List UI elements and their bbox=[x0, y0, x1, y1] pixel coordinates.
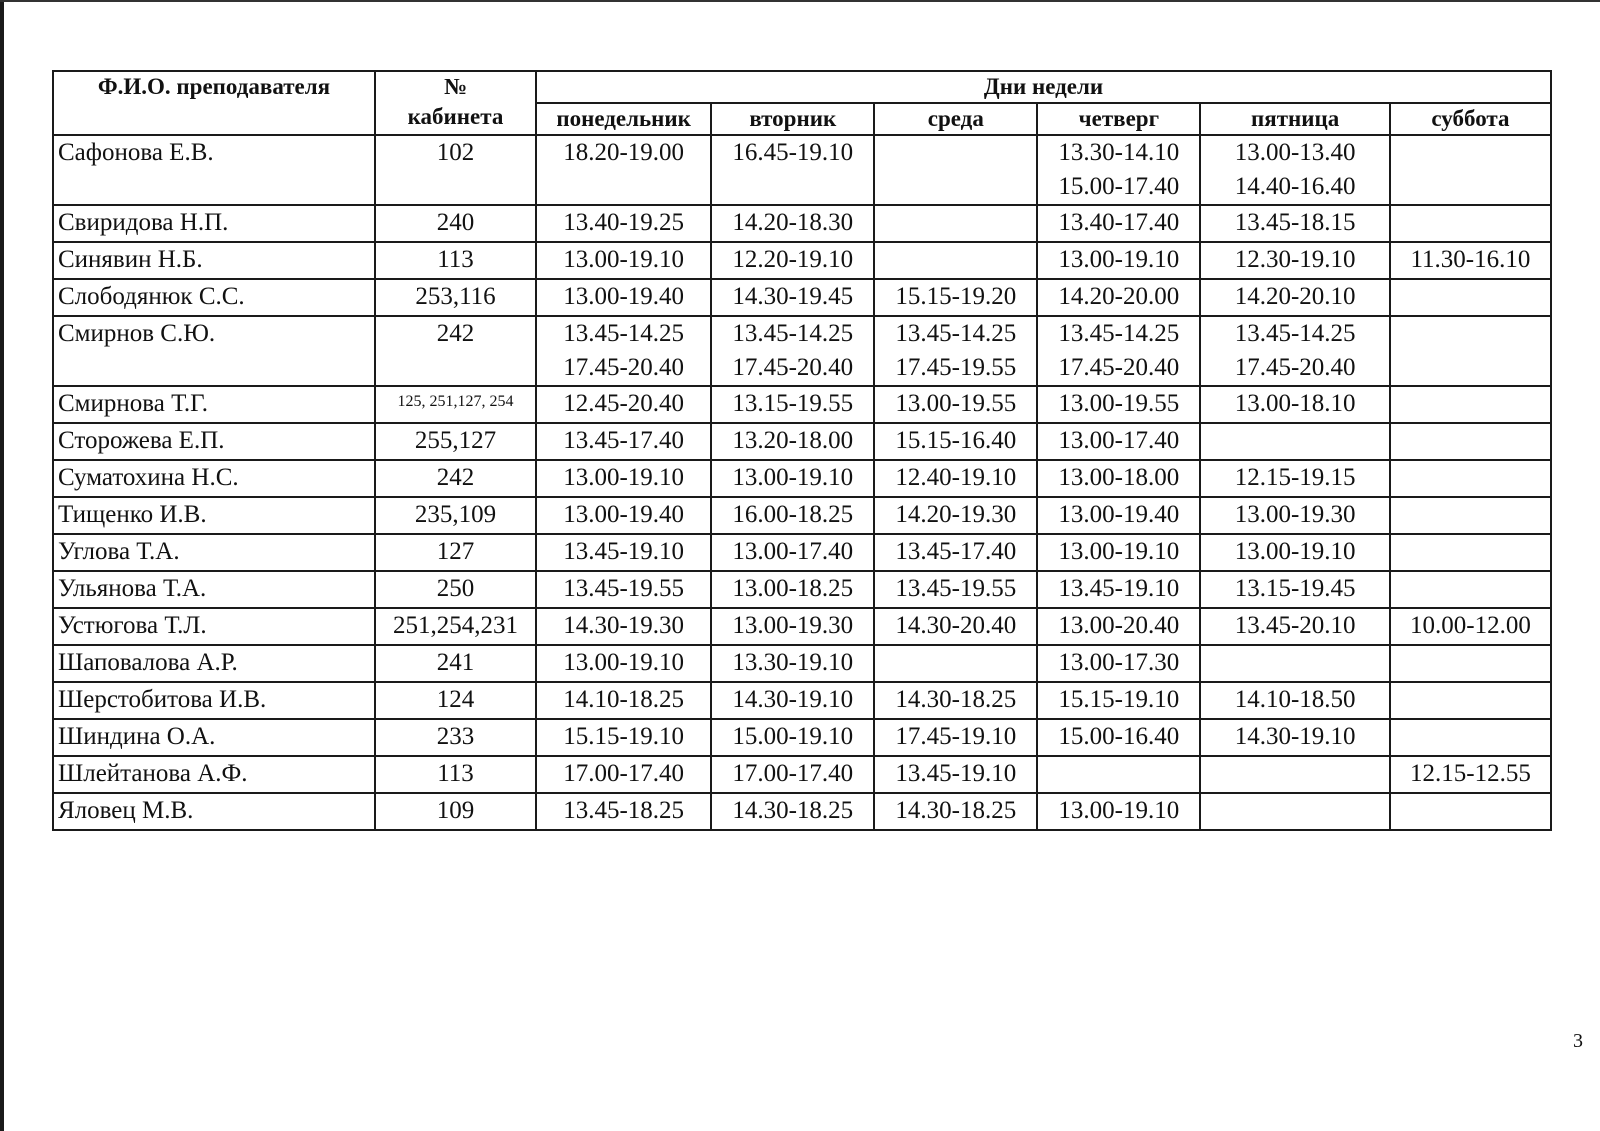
room-cell: 242 bbox=[375, 316, 536, 386]
scan-left-edge bbox=[0, 0, 4, 1131]
time-cell-tuesday bbox=[711, 571, 874, 608]
time-cell-monday bbox=[536, 279, 711, 316]
time-cell-friday bbox=[1200, 386, 1390, 423]
day-header-monday: понедельник bbox=[536, 103, 711, 135]
day-header-tuesday: вторник bbox=[711, 103, 874, 135]
time-cell-monday bbox=[536, 135, 711, 205]
time-range: 14.20-19.30 bbox=[895, 501, 1017, 528]
time-range: 13.00-19.40 bbox=[1058, 501, 1180, 528]
time-cell-wednesday bbox=[874, 682, 1037, 719]
time-cell-thursday bbox=[1037, 534, 1200, 571]
time-cell-saturday bbox=[1390, 205, 1551, 242]
time-range: 14.40-16.40 bbox=[1234, 173, 1356, 200]
time-range: 13.00-19.10 bbox=[1058, 797, 1180, 824]
time-cell-monday bbox=[536, 242, 711, 279]
fio-column-header: Ф.И.О. преподавателя bbox=[53, 71, 375, 135]
time-range: 18.20-19.00 bbox=[563, 139, 685, 166]
time-cell-saturday bbox=[1390, 756, 1551, 793]
table-row bbox=[53, 645, 1551, 682]
time-cell-monday bbox=[536, 608, 711, 645]
time-range: 13.45-19.55 bbox=[563, 575, 685, 602]
day-header-wednesday: среда bbox=[874, 103, 1037, 135]
time-cell-monday bbox=[536, 460, 711, 497]
time-range: 17.00-17.40 bbox=[732, 760, 854, 787]
time-range: 12.40-19.10 bbox=[895, 464, 1017, 491]
time-cell-thursday bbox=[1037, 242, 1200, 279]
room-cell: 113 bbox=[375, 756, 536, 793]
room-cell: 113 bbox=[375, 242, 536, 279]
time-range: 13.45-14.25 bbox=[1058, 320, 1180, 347]
time-range: 13.00-19.55 bbox=[895, 390, 1017, 417]
table-row bbox=[53, 719, 1551, 756]
time-cell-thursday bbox=[1037, 756, 1200, 793]
room-cell: 240 bbox=[375, 205, 536, 242]
time-cell-saturday bbox=[1390, 135, 1551, 205]
scan-top-edge bbox=[0, 0, 1600, 2]
time-cell-thursday bbox=[1037, 386, 1200, 423]
time-cell-wednesday bbox=[874, 608, 1037, 645]
time-cell-monday bbox=[536, 719, 711, 756]
room-cell: 250 bbox=[375, 571, 536, 608]
time-cell-thursday bbox=[1037, 682, 1200, 719]
time-range: 13.45-19.10 bbox=[895, 760, 1017, 787]
teacher-name-cell: Суматохина Н.С. bbox=[53, 460, 375, 497]
time-range: 17.45-20.40 bbox=[563, 354, 685, 381]
time-cell-saturday bbox=[1390, 460, 1551, 497]
time-cell-wednesday bbox=[874, 756, 1037, 793]
time-range: 14.30-18.25 bbox=[895, 686, 1017, 713]
time-cell-saturday bbox=[1390, 608, 1551, 645]
time-cell-saturday bbox=[1390, 242, 1551, 279]
time-range: 13.20-18.00 bbox=[732, 427, 854, 454]
time-cell-thursday bbox=[1037, 423, 1200, 460]
table-row bbox=[53, 205, 1551, 242]
day-header-saturday: суббота bbox=[1390, 103, 1551, 135]
time-range: 12.15-12.55 bbox=[1410, 760, 1531, 787]
time-range: 15.15-19.10 bbox=[1058, 686, 1180, 713]
teacher-schedule-table bbox=[52, 70, 1552, 831]
time-range: 13.45-19.55 bbox=[895, 575, 1017, 602]
time-range: 14.30-19.10 bbox=[1234, 723, 1356, 750]
time-range: 13.45-20.10 bbox=[1234, 612, 1356, 639]
table-row bbox=[53, 534, 1551, 571]
room-cell: 102 bbox=[375, 135, 536, 205]
room-cell: 125, 251,127, 254 bbox=[375, 386, 536, 423]
time-cell-saturday bbox=[1390, 793, 1551, 830]
time-cell-wednesday bbox=[874, 645, 1037, 682]
time-range: 17.00-17.40 bbox=[563, 760, 685, 787]
teacher-name-cell: Углова Т.А. bbox=[53, 534, 375, 571]
table-row bbox=[53, 608, 1551, 645]
time-range: 15.15-19.20 bbox=[895, 283, 1017, 310]
time-range: 13.40-19.25 bbox=[563, 209, 685, 236]
teacher-name-cell: Яловец М.В. bbox=[53, 793, 375, 830]
room-cell: 242 bbox=[375, 460, 536, 497]
time-cell-thursday bbox=[1037, 135, 1200, 205]
time-cell-friday bbox=[1200, 645, 1390, 682]
time-cell-tuesday bbox=[711, 279, 874, 316]
time-cell-wednesday bbox=[874, 571, 1037, 608]
time-cell-saturday bbox=[1390, 645, 1551, 682]
time-range: 13.45-17.40 bbox=[563, 427, 685, 454]
teacher-name-cell: Свиридова Н.П. bbox=[53, 205, 375, 242]
time-cell-friday bbox=[1200, 497, 1390, 534]
time-cell-friday bbox=[1200, 242, 1390, 279]
time-range: 17.45-20.40 bbox=[1234, 354, 1356, 381]
time-range: 13.45-14.25 bbox=[1234, 320, 1356, 347]
time-range: 13.45-17.40 bbox=[895, 538, 1017, 565]
teacher-name-cell: Шерстобитова И.В. bbox=[53, 682, 375, 719]
time-cell-monday bbox=[536, 497, 711, 534]
time-cell-thursday bbox=[1037, 719, 1200, 756]
time-cell-saturday bbox=[1390, 719, 1551, 756]
time-cell-monday bbox=[536, 423, 711, 460]
time-range: 13.45-19.10 bbox=[563, 538, 685, 565]
time-cell-saturday bbox=[1390, 497, 1551, 534]
time-cell-wednesday bbox=[874, 719, 1037, 756]
time-range: 13.30-19.10 bbox=[732, 649, 854, 676]
time-cell-tuesday bbox=[711, 682, 874, 719]
time-cell-thursday bbox=[1037, 497, 1200, 534]
time-cell-friday bbox=[1200, 423, 1390, 460]
time-range: 15.15-19.10 bbox=[563, 723, 685, 750]
time-cell-wednesday bbox=[874, 460, 1037, 497]
time-cell-thursday bbox=[1037, 571, 1200, 608]
time-cell-friday bbox=[1200, 793, 1390, 830]
time-cell-monday bbox=[536, 645, 711, 682]
teacher-name-cell: Слободянюк С.С. bbox=[53, 279, 375, 316]
time-cell-thursday bbox=[1037, 608, 1200, 645]
time-cell-saturday bbox=[1390, 423, 1551, 460]
time-range: 14.30-19.10 bbox=[732, 686, 854, 713]
time-range: 14.30-18.25 bbox=[895, 797, 1017, 824]
table-row bbox=[53, 497, 1551, 534]
time-range: 13.15-19.55 bbox=[732, 390, 854, 417]
time-range: 13.00-18.10 bbox=[1234, 390, 1356, 417]
time-range: 13.00-17.40 bbox=[732, 538, 854, 565]
teacher-name-cell: Тищенко И.В. bbox=[53, 497, 375, 534]
time-range: 12.30-19.10 bbox=[1234, 246, 1356, 273]
time-cell-wednesday bbox=[874, 497, 1037, 534]
time-range: 14.20-18.30 bbox=[732, 209, 854, 236]
page-number: 3 bbox=[1573, 1030, 1583, 1052]
time-range: 13.00-17.40 bbox=[1058, 427, 1180, 454]
time-cell-wednesday bbox=[874, 279, 1037, 316]
time-cell-saturday bbox=[1390, 279, 1551, 316]
time-cell-tuesday bbox=[711, 719, 874, 756]
time-range: 12.20-19.10 bbox=[732, 246, 854, 273]
time-cell-thursday bbox=[1037, 316, 1200, 386]
time-cell-wednesday bbox=[874, 135, 1037, 205]
room-cell: 241 bbox=[375, 645, 536, 682]
time-cell-friday bbox=[1200, 135, 1390, 205]
time-cell-tuesday bbox=[711, 645, 874, 682]
time-range: 13.00-13.40 bbox=[1234, 139, 1356, 166]
room-cell: 255,127 bbox=[375, 423, 536, 460]
time-cell-friday bbox=[1200, 719, 1390, 756]
time-range: 14.10-18.25 bbox=[563, 686, 685, 713]
time-cell-tuesday bbox=[711, 793, 874, 830]
time-range: 11.30-16.10 bbox=[1410, 246, 1531, 273]
time-range: 13.00-19.10 bbox=[563, 246, 685, 273]
time-cell-friday bbox=[1200, 205, 1390, 242]
time-cell-friday bbox=[1200, 316, 1390, 386]
teacher-name-cell: Смирнов С.Ю. bbox=[53, 316, 375, 386]
time-range: 15.15-16.40 bbox=[895, 427, 1017, 454]
time-range: 13.45-14.25 bbox=[732, 320, 854, 347]
teacher-name-cell: Сафонова Е.В. bbox=[53, 135, 375, 205]
time-range: 14.30-19.45 bbox=[732, 283, 854, 310]
time-cell-thursday bbox=[1037, 460, 1200, 497]
time-range: 13.00-19.40 bbox=[563, 283, 685, 310]
room-cell: 127 bbox=[375, 534, 536, 571]
time-range: 13.00-19.10 bbox=[1058, 246, 1180, 273]
time-range: 13.00-17.30 bbox=[1058, 649, 1180, 676]
room-cell: 233 bbox=[375, 719, 536, 756]
time-range: 14.20-20.00 bbox=[1058, 283, 1180, 310]
time-cell-tuesday bbox=[711, 460, 874, 497]
table-row bbox=[53, 756, 1551, 793]
time-cell-wednesday bbox=[874, 423, 1037, 460]
table-row bbox=[53, 571, 1551, 608]
time-cell-wednesday bbox=[874, 205, 1037, 242]
table-row bbox=[53, 386, 1551, 423]
time-range: 13.00-19.10 bbox=[563, 649, 685, 676]
time-cell-monday bbox=[536, 571, 711, 608]
time-range: 13.45-14.25 bbox=[895, 320, 1017, 347]
time-cell-thursday bbox=[1037, 793, 1200, 830]
room-header-line1: № bbox=[443, 74, 468, 99]
time-cell-tuesday bbox=[711, 608, 874, 645]
time-cell-wednesday bbox=[874, 534, 1037, 571]
time-range: 17.45-20.40 bbox=[732, 354, 854, 381]
time-cell-monday bbox=[536, 386, 711, 423]
time-range: 13.00-19.10 bbox=[1234, 538, 1356, 565]
days-header: Дни недели bbox=[536, 71, 1551, 103]
time-range: 17.45-20.40 bbox=[1058, 354, 1180, 381]
time-cell-saturday bbox=[1390, 534, 1551, 571]
time-range: 13.15-19.45 bbox=[1234, 575, 1356, 602]
time-cell-tuesday bbox=[711, 205, 874, 242]
time-cell-friday bbox=[1200, 608, 1390, 645]
time-range: 13.45-14.25 bbox=[563, 320, 685, 347]
time-cell-monday bbox=[536, 534, 711, 571]
time-cell-tuesday bbox=[711, 242, 874, 279]
teacher-name-cell: Шлейтанова А.Ф. bbox=[53, 756, 375, 793]
time-cell-tuesday bbox=[711, 534, 874, 571]
time-cell-friday bbox=[1200, 682, 1390, 719]
time-cell-thursday bbox=[1037, 279, 1200, 316]
time-cell-tuesday bbox=[711, 386, 874, 423]
time-range: 12.15-19.15 bbox=[1234, 464, 1356, 491]
table-row bbox=[53, 279, 1551, 316]
day-header-thursday: четверг bbox=[1037, 103, 1200, 135]
time-cell-friday bbox=[1200, 756, 1390, 793]
time-range: 13.45-19.10 bbox=[1058, 575, 1180, 602]
time-cell-monday bbox=[536, 316, 711, 386]
time-cell-saturday bbox=[1390, 571, 1551, 608]
time-cell-thursday bbox=[1037, 645, 1200, 682]
time-range: 15.00-16.40 bbox=[1058, 723, 1180, 750]
teacher-name-cell: Синявин Н.Б. bbox=[53, 242, 375, 279]
time-range: 14.30-20.40 bbox=[895, 612, 1017, 639]
time-cell-tuesday bbox=[711, 423, 874, 460]
time-cell-tuesday bbox=[711, 135, 874, 205]
time-range: 13.30-14.10 bbox=[1058, 139, 1180, 166]
table-row bbox=[53, 460, 1551, 497]
time-cell-friday bbox=[1200, 571, 1390, 608]
teacher-name-cell: Сторожева Е.П. bbox=[53, 423, 375, 460]
time-range: 13.00-19.10 bbox=[732, 464, 854, 491]
room-cell: 124 bbox=[375, 682, 536, 719]
teacher-name-cell: Ульянова Т.А. bbox=[53, 571, 375, 608]
time-range: 13.00-19.30 bbox=[1234, 501, 1356, 528]
time-cell-wednesday bbox=[874, 793, 1037, 830]
time-range: 17.45-19.10 bbox=[895, 723, 1017, 750]
table-row bbox=[53, 682, 1551, 719]
schedule-body bbox=[53, 135, 1551, 830]
time-cell-wednesday bbox=[874, 242, 1037, 279]
time-cell-saturday bbox=[1390, 386, 1551, 423]
time-range: 13.00-18.00 bbox=[1058, 464, 1180, 491]
time-range: 14.30-18.25 bbox=[732, 797, 854, 824]
room-cell: 235,109 bbox=[375, 497, 536, 534]
room-cell: 253,116 bbox=[375, 279, 536, 316]
time-range: 13.00-18.25 bbox=[732, 575, 854, 602]
time-range: 16.45-19.10 bbox=[732, 139, 854, 166]
table-row bbox=[53, 242, 1551, 279]
time-range: 13.45-18.25 bbox=[563, 797, 685, 824]
time-cell-tuesday bbox=[711, 316, 874, 386]
table-row bbox=[53, 135, 1551, 205]
time-range: 13.45-18.15 bbox=[1234, 209, 1356, 236]
time-cell-tuesday bbox=[711, 756, 874, 793]
time-cell-monday bbox=[536, 756, 711, 793]
time-range: 14.10-18.50 bbox=[1234, 686, 1356, 713]
time-cell-thursday bbox=[1037, 205, 1200, 242]
time-range: 13.00-19.30 bbox=[732, 612, 854, 639]
time-cell-tuesday bbox=[711, 497, 874, 534]
time-range: 14.20-20.10 bbox=[1234, 283, 1356, 310]
header-row-1 bbox=[53, 71, 1551, 103]
time-range: 13.00-20.40 bbox=[1058, 612, 1180, 639]
time-cell-friday bbox=[1200, 460, 1390, 497]
room-header-line2: кабинета bbox=[407, 104, 504, 129]
time-range: 15.00-19.10 bbox=[732, 723, 854, 750]
time-cell-wednesday bbox=[874, 316, 1037, 386]
time-range: 13.00-19.10 bbox=[563, 464, 685, 491]
table-row bbox=[53, 793, 1551, 830]
time-cell-saturday bbox=[1390, 316, 1551, 386]
room-cell: 251,254,231 bbox=[375, 608, 536, 645]
teacher-name-cell: Устюгова Т.Л. bbox=[53, 608, 375, 645]
time-cell-monday bbox=[536, 205, 711, 242]
time-cell-friday bbox=[1200, 279, 1390, 316]
time-range: 12.45-20.40 bbox=[563, 390, 685, 417]
time-range: 14.30-19.30 bbox=[563, 612, 685, 639]
time-range: 15.00-17.40 bbox=[1058, 173, 1180, 200]
time-range: 13.00-19.55 bbox=[1058, 390, 1180, 417]
time-range: 13.40-17.40 bbox=[1058, 209, 1180, 236]
time-cell-monday bbox=[536, 793, 711, 830]
table-row bbox=[53, 423, 1551, 460]
time-range: 13.00-19.40 bbox=[563, 501, 685, 528]
teacher-name-cell: Шиндина О.А. bbox=[53, 719, 375, 756]
time-range: 13.00-19.10 bbox=[1058, 538, 1180, 565]
time-cell-wednesday bbox=[874, 386, 1037, 423]
time-range: 17.45-19.55 bbox=[895, 354, 1017, 381]
table-row bbox=[53, 316, 1551, 386]
teacher-name-cell: Смирнова Т.Г. bbox=[53, 386, 375, 423]
teacher-name-cell: Шаповалова А.Р. bbox=[53, 645, 375, 682]
time-cell-saturday bbox=[1390, 682, 1551, 719]
room-cell: 109 bbox=[375, 793, 536, 830]
day-header-friday: пятница bbox=[1200, 103, 1390, 135]
time-range: 10.00-12.00 bbox=[1410, 612, 1531, 639]
time-range: 16.00-18.25 bbox=[732, 501, 854, 528]
time-cell-friday bbox=[1200, 534, 1390, 571]
time-cell-monday bbox=[536, 682, 711, 719]
room-column-header bbox=[375, 71, 536, 135]
